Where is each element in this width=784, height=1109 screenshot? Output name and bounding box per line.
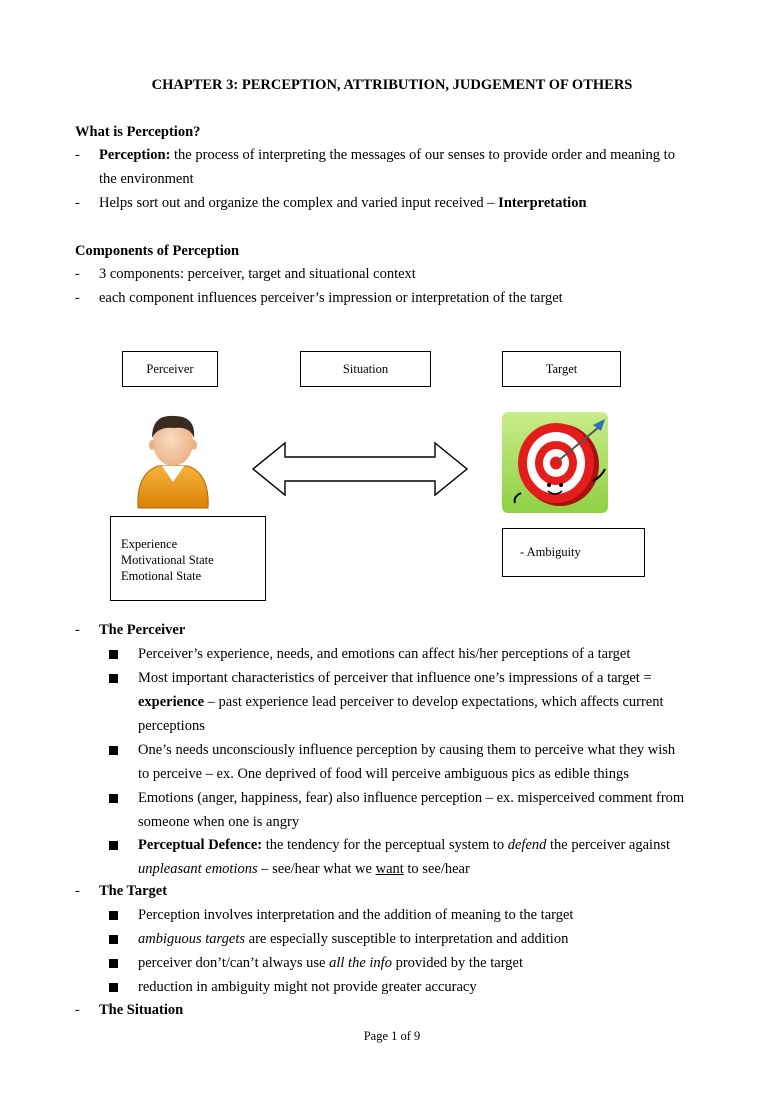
list-item-sort-organize: - Helps sort out and organize the complex and varied input received – Interpretation [75, 195, 587, 211]
diagram-box-perceiver: Perceiver [122, 351, 218, 387]
list-item: reduction in ambiguity might not provide greater accuracy [75, 975, 755, 999]
person-icon [132, 408, 214, 512]
list-item: One’s needs unconsciously influence perception by causing them to perceive what they wish to perceive – ex. One deprived of food will perceive ambiguous pics as edible things [75, 738, 755, 786]
list-item: Emotions (anger, happiness, fear) also influence perception – ex. misperceived comment from someone when one is angry [75, 786, 755, 834]
section-heading-perceiver: - The Perceiver [75, 622, 186, 638]
trait-experience: Experience [121, 537, 178, 551]
section-heading-situation: - The Situation [75, 1002, 184, 1018]
definition-term: Perception: [99, 147, 171, 163]
double-arrow-icon [250, 440, 470, 498]
list-item: Perception involves interpretation and the addition of meaning to the target [75, 903, 755, 927]
definition-text: the process of interpreting the messages of our senses to provide order and meaning to [170, 147, 675, 163]
list-item-perception-definition: - Perception: the process of interpreting the messages of our senses to provide order and meaning to the environment [75, 143, 755, 191]
diagram-box-target: Target [502, 351, 621, 387]
definition-text-cont: the environment [99, 171, 194, 187]
interpretation-bold: Interpretation [498, 195, 587, 211]
list-item-components: - 3 components: perceiver, target and situational context [75, 266, 416, 282]
section-heading-what-is-perception: What is Perception? [75, 124, 201, 140]
section-heading-components: Components of Perception [75, 243, 240, 259]
list-item: Perceiver’s experience, needs, and emotions can affect his/her perceptions of a target [75, 642, 755, 666]
list-item: ambiguous targets are especially susceptible to interpretation and addition [75, 927, 755, 951]
target-traits-box: - Ambiguity [502, 528, 645, 577]
trait-motivational-state: Motivational State [121, 553, 214, 567]
list-item: perceiver don’t/can’t always use all the info provided by the target [75, 951, 755, 975]
trait-emotional-state: Emotional State [121, 569, 202, 583]
diagram-box-situation: Situation [300, 351, 431, 387]
target-icon [501, 411, 609, 514]
list-item: Perceptual Defence: the tendency for the perceptual system to defend the perceiver against unpleasant emotions – see/hear what we want to see/hear [75, 833, 755, 881]
page-number: Page 1 of 9 [363, 1029, 421, 1043]
perceiver-traits-box [110, 516, 266, 601]
section-heading-target: - The Target [75, 883, 168, 899]
list-item: Most important characteristics of perceiver that influence one’s impressions of a target = experience – past experience lead perceiver to develop expectations, which affects current perceptions [75, 666, 755, 738]
list-item-influence: - each component influences perceiver’s impression or interpretation of the target [75, 290, 563, 306]
page-title: CHAPTER 3: PERCEPTION, ATTRIBUTION, JUDGEMENT OF OTHERS [151, 77, 633, 93]
